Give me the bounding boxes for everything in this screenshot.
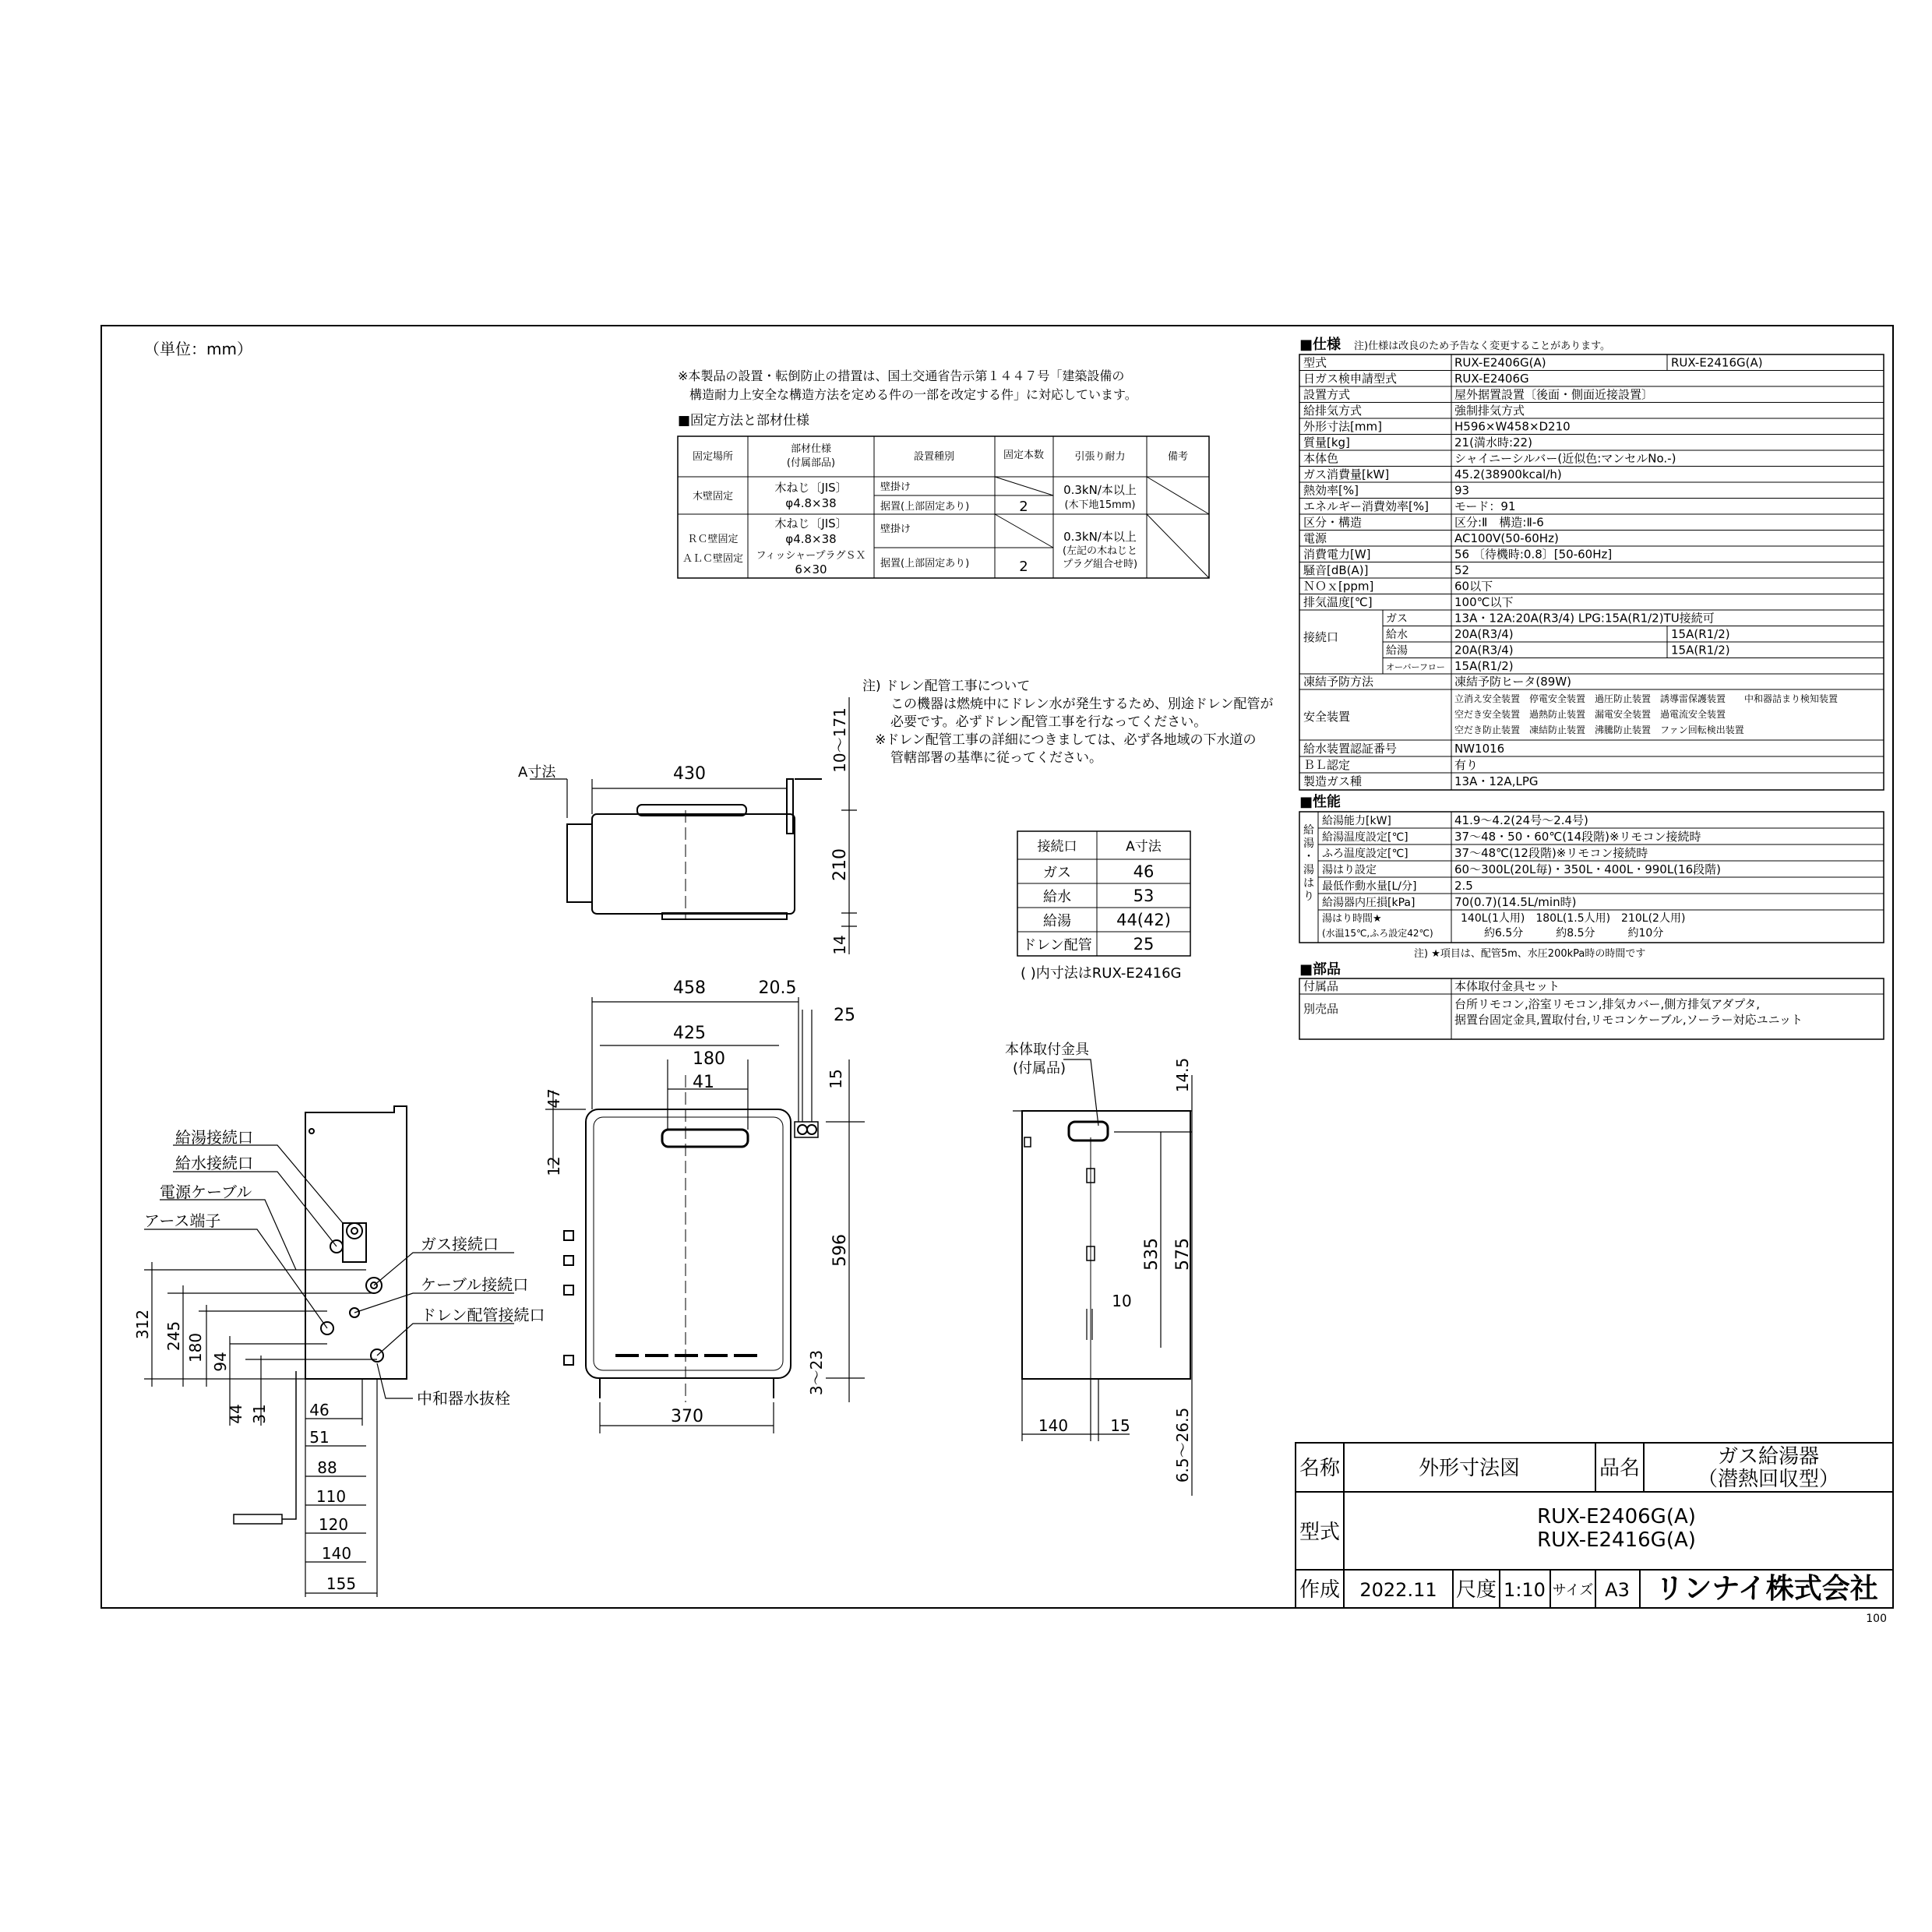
perf-side-label: 給湯・湯はり (1303, 824, 1314, 903)
a-row-value: 25 (1133, 935, 1155, 954)
parts-sep-label: 別売品 (1303, 1002, 1339, 1016)
perf-row-label: 湯はり設定 (1322, 864, 1377, 876)
dim-right-575: 575 (1173, 1238, 1193, 1271)
dim-right-10: 10 (1112, 1292, 1132, 1310)
dim-right-6-5-26-5: 6.5～26.5 (1173, 1407, 1192, 1483)
fixing-strength2b: (左記の木ねじと (1062, 545, 1138, 557)
perf-fill-label2: (水温15℃,ふろ設定42℃) (1322, 928, 1433, 939)
dim-front-596: 596 (830, 1234, 850, 1267)
fixing-rc-place2: ＡＬＣ壁固定 (682, 553, 744, 565)
tb-size-label: サイズ (1552, 1582, 1594, 1599)
spec-safety-label: 安全装置 (1303, 710, 1351, 724)
spec-bl-val: 有り (1454, 758, 1479, 772)
perf-table (1299, 793, 1884, 960)
conn-row-label: ガス (1386, 612, 1408, 626)
a-table-note: ( )内寸法はRUX-E2416G (1021, 965, 1182, 982)
fixing-kind-wall: 壁掛け (880, 481, 911, 493)
dim-front-425: 425 (673, 1024, 706, 1043)
spec-row-label: 外形寸法[mm] (1303, 419, 1382, 434)
spec-cert-val: NW1016 (1454, 742, 1505, 756)
fixing-h-place: 固定場所 (692, 451, 734, 463)
spec-table (1299, 336, 1884, 790)
fixing-strength2a: 0.3kN/本以上 (1063, 530, 1137, 544)
tb-name-val: 外形寸法図 (1418, 1457, 1521, 1480)
fixing-rc-member3: フィッシャープラグＳＸ (756, 550, 866, 562)
conn-rows (1383, 612, 1884, 674)
tb-made-label: 作成 (1299, 1578, 1341, 1602)
spec-row-value: 強制排気方式 (1454, 404, 1525, 418)
spec-freeze-label: 凍結予防方法 (1303, 675, 1374, 689)
spec-row-value: 45.2(38900kcal/h) (1454, 467, 1562, 481)
perf-row-value: 41.9～4.2(24号～2.4号) (1454, 813, 1588, 827)
spec-row-label: 区分・構造 (1303, 515, 1363, 530)
perf-row-value: 2.5 (1454, 879, 1473, 893)
drain-note-1: 注) ドレン配管工事について (862, 679, 1031, 694)
spec-row-label: 排気温度[℃] (1303, 595, 1373, 609)
drain-note-4: ※ドレン配管工事の詳細につきましては、必ず各地域の下水道の (875, 732, 1257, 748)
a-row-value: 44(42) (1116, 911, 1171, 929)
spec-gas-label: 製造ガス種 (1303, 774, 1363, 788)
spec-row-value: AC100V(50-60Hz) (1454, 531, 1559, 545)
dim-left-245: 245 (164, 1320, 183, 1352)
unit-note: （単位：mm） (144, 340, 252, 358)
label-bracket2: (付属品) (1013, 1060, 1066, 1077)
drain-note-3: 必要です。必ずドレン配管工事を行なってください。 (890, 714, 1208, 730)
spec-row-label: 質量[kg] (1303, 435, 1350, 450)
dim-right-140: 140 (1038, 1416, 1069, 1435)
a-row-name: 給水 (1043, 889, 1071, 905)
fixing-rc-member1: 木ねじ〔JIS〕 (774, 516, 848, 531)
conn-row-value: 13A・12A:20A(R3/4) LPG:15A(R1/2)TU接続可 (1454, 611, 1715, 626)
parts-att-label: 付属品 (1303, 979, 1339, 993)
tb-product-val1: ガス給湯器 (1717, 1445, 1820, 1468)
spec-row-value: 100℃以下 (1454, 595, 1514, 609)
parts-sep-l1: 台所リモコン,浴室リモコン,排気カバー,側方排気アダプタ, (1454, 997, 1760, 1011)
conn-row-value2: 15A(R1/2) (1671, 643, 1730, 658)
a-dim-table (1017, 831, 1190, 982)
spec-row-value: 60以下 (1454, 579, 1493, 594)
title-block-text (1299, 1445, 1887, 1625)
dim-left-44: 44 (227, 1404, 245, 1424)
spec-bl-label: ＢＬ認定 (1303, 758, 1351, 772)
fixing-rc-place1: ＲＣ壁固定 (687, 534, 739, 545)
a-table-h1: 接続口 (1037, 839, 1077, 855)
spec-row-label: 騒音[dB(A)] (1303, 563, 1369, 577)
label-kyuto: 給湯接続口 (175, 1128, 253, 1147)
tb-product-val2: （潜熱回収型） (1697, 1468, 1840, 1491)
spec-row-value: 56 〔待機時:0.8〕[50-60Hz] (1454, 547, 1613, 562)
spec-row-value: 屋外据置設置〔後面・側面近接設置〕 (1454, 387, 1654, 402)
dim-front-47: 47 (545, 1088, 563, 1109)
drain-note-5: 管轄部署の基準に従ってください。 (890, 750, 1102, 766)
label-neutral: 中和器水抜栓 (417, 1389, 510, 1408)
spec-conn-label: 接続口 (1303, 630, 1339, 644)
perf-row-label: ふろ温度設定[℃] (1322, 848, 1408, 860)
tb-scale-val: 1:10 (1504, 1579, 1546, 1601)
perf-row-value: 60～300L(20L毎)・350L・400L・990L(16段階) (1454, 862, 1721, 876)
a-row-name: 給湯 (1043, 913, 1071, 929)
dim-left-51: 51 (309, 1428, 330, 1447)
dim-top-430: 430 (673, 764, 706, 784)
label-cable: ケーブル接続口 (421, 1275, 529, 1294)
dim-left-46: 46 (309, 1401, 330, 1419)
conn-row-value: 20A(R3/4) (1454, 627, 1514, 641)
a-row-name: ドレン配管 (1022, 937, 1092, 954)
left-labels (144, 1128, 545, 1408)
fixing-strength2c: プラグ組合せ時) (1062, 559, 1138, 570)
dim-front-458: 458 (673, 978, 706, 998)
fixing-strength1b: (木下地15mm) (1064, 499, 1136, 511)
tb-model2: RUX-E2416G(A) (1537, 1528, 1696, 1552)
spec-row-value: モード：91 (1454, 499, 1516, 513)
dim-right-15: 15 (1110, 1416, 1130, 1435)
dim-left-312: 312 (133, 1309, 152, 1340)
dim-left-31: 31 (250, 1404, 269, 1424)
conn-row-value: 20A(R3/4) (1454, 643, 1514, 658)
tb-company: リンナイ株式会社 (1655, 1573, 1878, 1605)
spec-row-value: RUX-E2406G (1454, 372, 1529, 386)
fixing-strength1a: 0.3kN/本以上 (1063, 483, 1137, 497)
spec-row-label: エネルギー消費効率[%] (1303, 499, 1429, 513)
tb-product-label: 品名 (1599, 1457, 1641, 1480)
dim-top-14: 14 (830, 935, 849, 955)
spec-row-value: H596×W458×D210 (1454, 419, 1571, 434)
drain-note-2: この機器は燃焼中にドレン水が発生するため、別途ドレン配管が (890, 696, 1274, 712)
fixing-rc-member2: φ4.8×38 (785, 532, 837, 546)
spec-row-value2: RUX-E2416G(A) (1671, 355, 1763, 370)
tb-size-val: A3 (1605, 1579, 1630, 1601)
fixing-count1: 2 (1019, 499, 1028, 515)
dim-left-180: 180 (186, 1332, 205, 1363)
dim-left-94: 94 (211, 1352, 230, 1372)
dim-left-120: 120 (318, 1515, 349, 1534)
fixing-h-strength: 引張り耐力 (1074, 451, 1126, 463)
fixing-table (678, 413, 1209, 578)
install-note-1: ※本製品の設置・転倒防止の措置は、国土交通省告示第１４４７号「建築設備の (678, 368, 1125, 383)
perf-rows (1318, 813, 1884, 910)
spec-cert-label: 給水装置認証番号 (1303, 742, 1398, 756)
spec-row-value: RUX-E2406G(A) (1454, 355, 1546, 370)
tb-page-no: 100 (1866, 1613, 1887, 1625)
fixing-wood-member1: 木ねじ〔JIS〕 (774, 481, 848, 495)
fixing-wood-member2: φ4.8×38 (785, 496, 837, 510)
label-bracket1: 本体取付金具 (1005, 1042, 1089, 1058)
fixing-h-member2: (付属部品) (786, 457, 836, 469)
dim-front-41: 41 (693, 1073, 714, 1092)
spec-row-value: 93 (1454, 483, 1470, 498)
parts-sep-l2: 据置台固定金具,置取付台,リモコンケーブル,ソーラー対応ユニット (1454, 1013, 1803, 1027)
spec-row-label: 消費電力[W] (1303, 547, 1371, 562)
parts-title: ■部品 (1299, 961, 1341, 978)
tb-scale-label: 尺度 (1455, 1578, 1497, 1602)
left-dims (133, 1310, 356, 1593)
spec-row-value: シャイニーシルバー(近似色:マンセルNo.-) (1454, 451, 1676, 466)
conn-row-value2: 15A(R1/2) (1671, 627, 1730, 641)
spec-safety-l2: 空だき安全装置 過熱防止装置 漏電安全装置 過電流安全装置 (1454, 709, 1726, 720)
label-gas: ガス接続口 (421, 1235, 499, 1253)
dim-left-88: 88 (317, 1458, 337, 1477)
label-dengen: 電源ケーブル (160, 1183, 252, 1201)
perf-row-value: 37～48℃(12段階)※リモコン接続時 (1454, 846, 1648, 860)
perf-row-value: 70(0.7)(14.5L/min時) (1454, 895, 1577, 909)
spec-row-value: 区分:Ⅱ 構造:Ⅱ-6 (1454, 515, 1544, 530)
spec-gas-val: 13A・12A,LPG (1454, 774, 1539, 788)
dim-left-110: 110 (316, 1487, 347, 1506)
perf-fill-val2: 約6.5分 約8.5分 約10分 (1484, 927, 1664, 940)
spec-row-value: 52 (1454, 563, 1470, 577)
tb-model1: RUX-E2406G(A) (1537, 1505, 1696, 1528)
fixing-kind-wall2: 壁掛け (880, 524, 911, 535)
dim-top-10-171: 10～171 (830, 707, 849, 773)
perf-fill-val1: 140L(1人用) 180L(1.5人用) 210L(2人用) (1461, 912, 1686, 925)
perf-row-label: 給湯器内圧損[kPa] (1322, 897, 1416, 909)
tb-made-val: 2022.11 (1359, 1579, 1437, 1601)
perf-fill-label1: 湯はり時間★ (1322, 913, 1382, 925)
conn-row-label: 給水 (1386, 629, 1408, 641)
dim-front-180: 180 (693, 1049, 725, 1069)
label-earth: アース端子 (144, 1211, 221, 1230)
perf-row-label: 最低作動水量[L/分] (1322, 880, 1417, 893)
dim-front-3-23: 3～23 (807, 1349, 826, 1396)
label-a-dim: A寸法 (518, 764, 556, 781)
dim-top-210: 210 (830, 848, 850, 881)
a-row-name: ガス (1043, 865, 1071, 881)
dim-front-20-5: 20.5 (758, 978, 797, 998)
conn-row-label: 給湯 (1386, 644, 1408, 658)
perf-row-label: 給湯能力[kW] (1322, 815, 1391, 827)
fixing-count2: 2 (1019, 559, 1028, 575)
fixing-h-count: 固定本数 (1003, 450, 1045, 461)
conn-row-label: オーバーフロー (1386, 662, 1445, 672)
label-drain: ドレン配管接続口 (421, 1306, 545, 1324)
fixing-h-member: 部材仕様 (790, 443, 832, 455)
label-kyusui: 給水接続口 (175, 1154, 253, 1172)
top-view (530, 697, 857, 954)
fixing-kind-floor: 据置(上部固定あり) (880, 501, 970, 513)
sheet-frame (101, 326, 1893, 1608)
parts-att-val: 本体取付金具セット (1454, 979, 1560, 993)
dim-front-370: 370 (671, 1407, 703, 1426)
fixing-h-note: 備考 (1167, 451, 1189, 463)
spec-row-label: ＮＯｘ[ppm] (1303, 579, 1374, 594)
perf-title: ■性能 (1299, 794, 1341, 810)
perf-row-value: 37～48・50・60℃(14段階)※リモコン接続時 (1454, 830, 1701, 844)
spec-row-label: 本体色 (1303, 451, 1339, 466)
dim-left-140: 140 (321, 1544, 352, 1563)
perf-row-label: 給湯温度設定[℃] (1322, 831, 1408, 844)
parts-table (1299, 961, 1884, 1039)
install-note-2: 構造耐力上安全な構造方法を定める件の一部を改定する件」に対応しています。 (689, 387, 1137, 402)
spec-row-label: 型式 (1303, 355, 1327, 370)
tb-name-label: 名称 (1299, 1457, 1341, 1480)
spec-safety-l1: 立消え安全装置 停電安全装置 過圧防止装置 誘導雷保護装置 中和器詰まり検知装置 (1454, 693, 1839, 704)
fixing-title: ■固定方法と部材仕様 (678, 413, 810, 428)
spec-freeze-val: 凍結予防ヒータ(89W) (1454, 675, 1572, 689)
dim-front-25: 25 (834, 1006, 855, 1025)
dim-front-15: 15 (827, 1069, 845, 1089)
a-table-h2: A寸法 (1126, 839, 1162, 855)
fixing-h-kind: 設置種別 (913, 451, 955, 463)
dim-right-535: 535 (1142, 1238, 1162, 1271)
spec-row-label: 日ガス検申請型式 (1303, 372, 1398, 386)
spec-row-label: 熱効率[%] (1303, 483, 1359, 498)
spec-row-label: 設置方式 (1303, 387, 1351, 402)
spec-rows (1299, 354, 1884, 610)
tb-model-label: 型式 (1299, 1521, 1341, 1544)
drain-note (862, 679, 1273, 766)
dim-front-12: 12 (545, 1156, 563, 1176)
fixing-rc-member4: 6×30 (795, 562, 827, 576)
perf-note: 注) ★項目は、配管5m、水圧200kPa時の時間です (1414, 948, 1646, 960)
fixing-kind-floor2: 据置(上部固定あり) (880, 558, 970, 569)
spec-safety-l3: 空だき防止装置 凍結防止装置 沸騰防止装置 ファン回転検出装置 (1454, 724, 1744, 735)
a-row-value: 46 (1133, 862, 1155, 881)
a-row-value: 53 (1133, 887, 1155, 905)
dim-right-14-5: 14.5 (1173, 1057, 1192, 1093)
spec-row-label: ガス消費量[kW] (1303, 467, 1390, 481)
spec-row-label: 電源 (1303, 531, 1327, 545)
spec-title: ■仕様 (1299, 337, 1341, 353)
conn-row-value: 15A(R1/2) (1454, 659, 1514, 673)
dim-left-155: 155 (326, 1574, 357, 1593)
spec-row-label: 給排気方式 (1303, 404, 1363, 418)
spec-row-value: 21(満水時:22) (1454, 435, 1532, 450)
fixing-wood-place: 木壁固定 (692, 491, 734, 502)
spec-note: 注)仕様は改良のため予告なく変更することがあります。 (1354, 340, 1611, 352)
